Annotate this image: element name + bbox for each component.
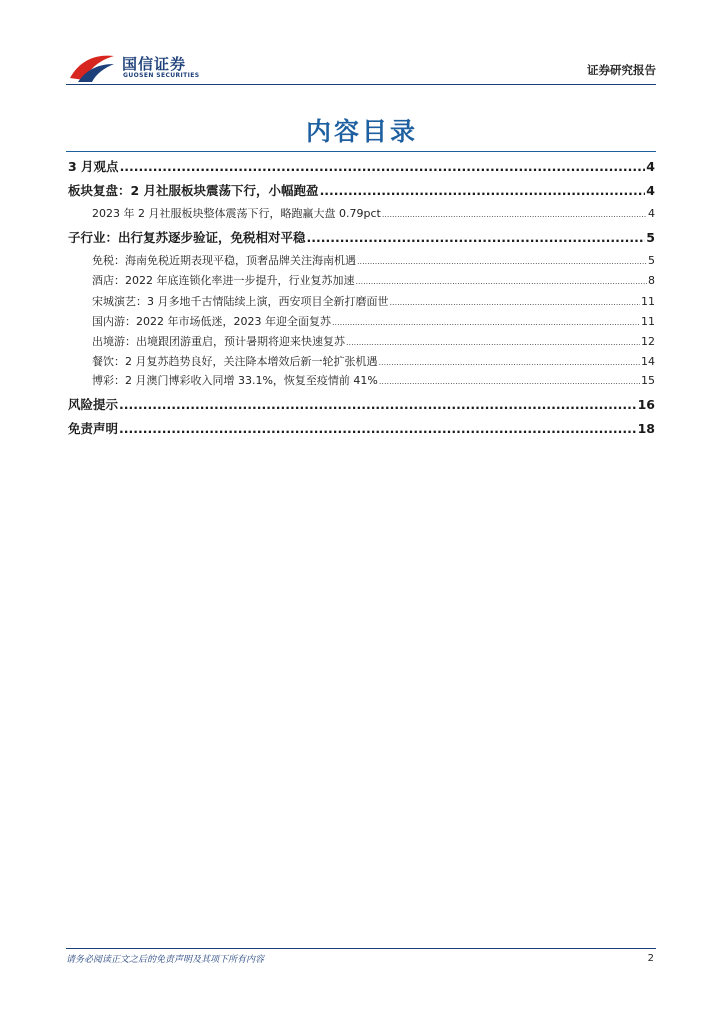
brand-name-cn: 国信证券	[122, 55, 187, 73]
toc-dot-leader	[357, 257, 647, 266]
toc-dot-leader	[320, 183, 646, 198]
toc-dot-leader	[379, 377, 640, 386]
toc-entry-page: 5	[648, 254, 655, 267]
toc-entry-label: 出境游：出境跟团游重启，预计暑期将迎来快速复苏	[92, 335, 345, 348]
toc-entry-page: 16	[637, 397, 655, 412]
footer-divider	[66, 948, 656, 949]
toc-entry[interactable]	[92, 205, 655, 221]
toc-entry[interactable]	[92, 272, 655, 288]
toc-dot-leader	[119, 421, 637, 436]
toc-entry-label: 免责声明	[68, 421, 119, 436]
toc-entry[interactable]	[92, 293, 655, 309]
toc-entry[interactable]	[92, 372, 655, 388]
toc-entry-label: 风险提示	[68, 397, 119, 412]
toc-title: 内容目录	[305, 117, 418, 146]
header-divider	[66, 84, 656, 85]
toc-entry-label: 免税：海南免税近期表现平稳，顶奢品牌关注海南机遇	[92, 254, 356, 267]
toc-dot-leader	[307, 230, 646, 245]
toc-entry-label: 3 月观点	[68, 159, 119, 174]
toc-entry[interactable]	[92, 313, 655, 329]
toc-dot-leader	[379, 358, 641, 367]
disclaimer-note: 请务必阅读正文之后的免责声明及其项下所有内容	[66, 955, 265, 965]
toc-dot-leader	[356, 277, 648, 286]
toc-entry-page: 8	[648, 274, 655, 287]
toc-entry[interactable]	[68, 228, 655, 246]
toc-entry-page: 5	[646, 230, 655, 245]
toc-entry[interactable]	[68, 419, 655, 437]
toc-entry-page: 12	[641, 335, 655, 348]
toc-entry[interactable]	[68, 181, 655, 199]
brand-name-en: GUOSEN SECURITIES	[123, 72, 200, 79]
guosen-logo-icon	[68, 52, 116, 84]
toc-entry[interactable]	[68, 395, 655, 413]
toc-entry-page: 4	[646, 159, 655, 174]
toc-dot-leader	[382, 210, 647, 219]
toc-entry-page: 11	[641, 295, 655, 308]
toc-entry-label: 博彩：2 月澳门博彩收入同增 33.1%，恢复至疫情前 41%	[92, 374, 378, 387]
toc-dot-leader	[119, 397, 637, 412]
toc-entry-page: 14	[641, 355, 655, 368]
toc-dot-leader	[332, 318, 640, 327]
toc-entry-label: 2023 年 2 月社服板块整体震荡下行，略跑赢大盘 0.79pct	[92, 207, 381, 220]
toc-entry[interactable]	[92, 353, 655, 369]
toc-entry-label: 酒店：2022 年底连锁化率进一步提升，行业复苏加速	[92, 274, 355, 287]
toc-entry-page: 18	[637, 421, 655, 436]
toc-entry[interactable]	[92, 252, 655, 268]
toc-dot-leader	[390, 298, 641, 307]
toc-entry-label: 餐饮：2 月复苏趋势良好，关注降本增效后新一轮扩张机遇	[92, 355, 378, 368]
toc-entry[interactable]	[68, 157, 655, 175]
toc-entry[interactable]	[92, 333, 655, 349]
toc-entry-label: 国内游：2022 年市场低迷，2023 年迎全面复苏	[92, 315, 331, 328]
toc-title-divider	[66, 151, 656, 152]
toc-entry-page: 4	[648, 207, 655, 220]
page-number: 2	[647, 953, 654, 964]
toc-entry-label: 子行业：出行复苏逐步验证，免税相对平稳	[68, 230, 306, 245]
toc-dot-leader	[346, 338, 640, 347]
page-header	[66, 50, 656, 86]
toc-entry-label: 宋城演艺：3 月多地千古情陆续上演，西安项目全新打磨面世	[92, 295, 389, 308]
toc-entry-page: 4	[646, 183, 655, 198]
toc-entry-label: 板块复盘：2 月社服板块震荡下行，小幅跑盈	[68, 183, 319, 198]
toc-dot-leader	[120, 159, 646, 174]
toc-entry-page: 15	[641, 374, 655, 387]
toc-entry-page: 11	[641, 315, 655, 328]
report-type-label: 证券研究报告	[587, 63, 656, 77]
